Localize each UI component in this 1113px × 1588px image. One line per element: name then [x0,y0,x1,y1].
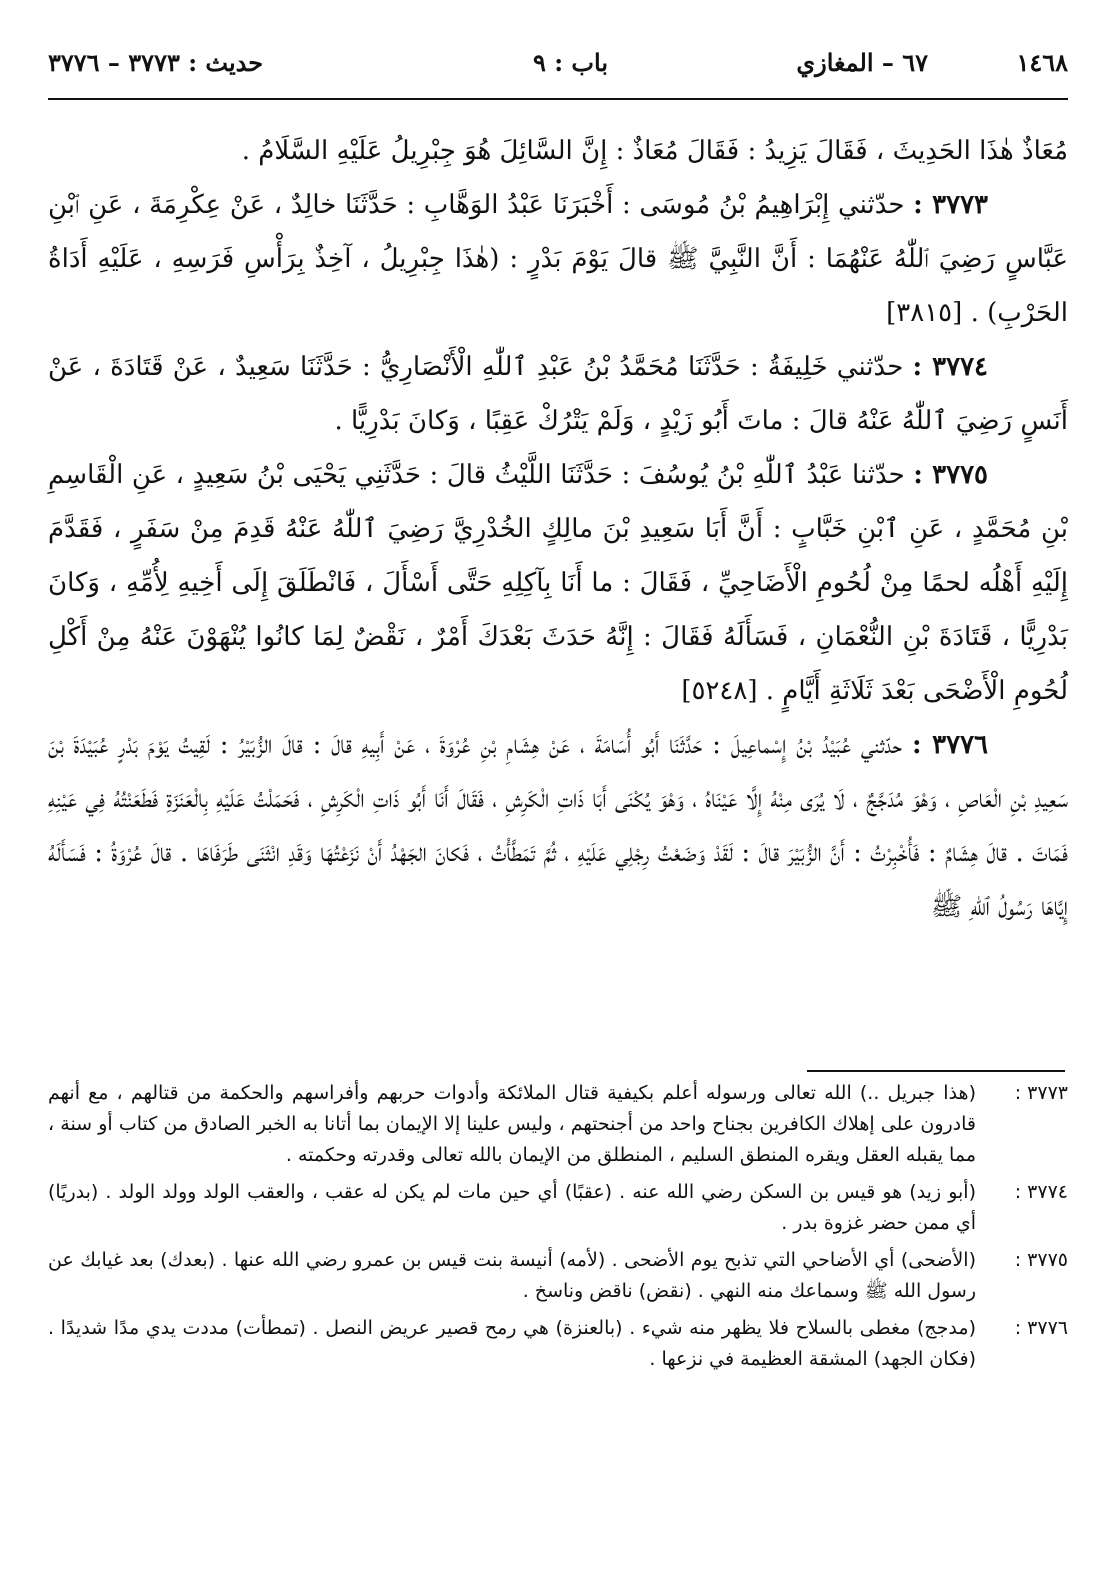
hadith-cross-reference: [٥٢٤٨] [681,676,758,706]
footnote-text: (هذا جبريل ..) الله تعالى ورسوله أعلم بكيفية قتال الملائكة وأدوات حربهم وأفراسهم والحكمة من قتالهم ، مع أنهم قادرون على إهلاك الكافرين بجناح واحد من أجنحتهم ، وليس علينا إلا الإيمان بما أتانا به الخبر الصادق من كتاب أو سنة ، مما يقبله العقل ويقره المنطق السليم ، المنطلق من الإيمان بالله تعالى وقدرته وحكمته . [48,1082,976,1166]
footnote-number: ٣٧٧٥ : [1014,1249,1068,1271]
hadith-range: حديث : ٣٧٧٣ – ٣٧٧٦ [48,48,264,77]
page-header [48,40,1068,94]
main-text [48,124,1068,1064]
header-divider [48,98,1068,100]
hadith-text: حدّثني خَلِيفَةُ : حَدَّثَنَا مُحَمَّدُ بْنُ عَبْدِ ٱللّٰهِ الْأَنْصَارِيُّ : حَدَّثَنَا سَعِيدٌ ، عَنْ قَتَادَةَ ، عَنْ أَنَسٍ رَضِيَ ٱللّٰهُ عَنْهُ قالَ : ماتَ أَبُو زَيْدٍ ، وَلَمْ يَتْرُكْ عَقِبًا ، وَكانَ بَدْرِيًّا . [48,352,1068,436]
footnote-3776 [48,1313,1068,1375]
hadith-3774 [48,340,1068,448]
bab-number: باب : ٩ [532,48,608,77]
hadith-text: حدّثنا عَبْدُ ٱللّٰهِ بْنُ يُوسُفَ : حَدَّثَنَا اللَّيْثُ قالَ : حَدَّثَنِي يَحْيَى بْنُ سَعِيدٍ ، عَنِ الْقَاسِمِ بْنِ مُحَمَّدٍ ، عَنِ ٱبْنِ خَبَّابٍ : أَنَّ أَبَا سَعِيدِ بْنَ مالِكٍ الخُدْرِيَّ رَضِيَ ٱللّٰهُ عَنْهُ قَدِمَ مِنْ سَفَرٍ ، فَقَدَّمَ إِلَيْهِ أَهْلُه لحمًا مِنْ لُحُومِ الْأَضَاحِيِّ ، فَقَالَ : ما أَنَا بِآكِلِهِ حَتَّى أَسْأَلَ ، فَانْطَلَقَ إِلَى أَخِيهِ لِأُمِّهِ ، وَكانَ بَدْرِيًّا ، قَتَادَةَ بْنِ النُّعْمَانِ ، فَسَأَلَهُ فَقَالَ : إِنَّهُ حَدَثَ بَعْدَكَ أَمْرٌ ، نَقْضٌ لِمَا كانُوا يُنْهَوْنَ عَنْهُ مِنْ أَكْلِ لُحُومِ الْأَضْحَى بَعْدَ ثَلَاثَةِ أَيَّامٍ . [48,460,1068,706]
footnote-number: ٣٧٧٤ : [1014,1181,1068,1203]
hadith-cross-reference: [٣٨١٥] [886,298,963,328]
footnote-text: (أبو زيد) هو قيس بن السكن رضي الله عنه . (عقبًا) أي حين مات لم يكن له عقب ، والعقب الولد وولد الولد . (بدريًا) أي ممن حضر غزوة بدر . [48,1181,976,1234]
hadith-number: ٣٧٧٥ : [913,460,989,490]
hadith-number: ٣٧٧٣ : [913,190,989,220]
footnote-divider [807,1070,1065,1072]
footnote-text: (الأضحى) أي الأضاحي التي تذبح يوم الأضحى . (لأمه) أنيسة بنت قيس بن عمرو رضي الله عنها . (بعدك) بعد غيابك عن رسول الله ﷺ وسماعك منه النهي . (نقض) ناقض وناسخ . [48,1249,976,1302]
footnote-number: ٣٧٧٦ : [1014,1317,1068,1339]
hadith-3775 [48,448,1068,718]
chapter-title: ٦٧ – المغازي [796,48,928,77]
hadith-number: ٣٧٧٦ : [911,730,988,760]
hadith-text: حدّثني عُبَيْدُ بْنُ إِسْماعِيلَ : حَدَّثَنَا أَبُو أُسَامَةَ ، عَنْ هِشَامِ بْنِ عُرْوَةَ ، عَنْ أَبِيهِ قالَ : قالَ الزُّبَيْرُ : لَقِيتُ يَوْمَ بَدْرٍ عُبَيْدَةَ بْنَ سَعِيدِ بْنِ الْعَاصِ ، وَهْوَ مُدَجَّجٌ ، لَا يُرَى مِنْهُ إِلَّا عَيْنَاهُ ، وَهْوَ يُكْنَى أَبَا ذَاتِ الْكَرِشِ ، فَقَالَ أَنَا أَبُو ذَاتِ الْكَرِشِ ، فَحَمَلْتُ عَلَيْهِ بِالْعَنَزَةِ فَطَعَنْتُهُ فِي عَيْنِهِ فَمَاتَ . قالَ هِشَامٌ : فَأُخْبِرْتُ : أَنَّ الزُّبَيْرَ قالَ : لَقَدْ وَضَعْتُ رِجْلِي عَلَيْهِ ، ثُمَّ تَمَطَّأْتُ ، فَكانَ الجَهْدُ أَنْ نَزَعْتُهَا وَقَدِ انْثَنَى طَرَفَاهَا . قالَ عُرْوَةُ : فَسَأَلَهُ إِيَّاهَا رَسُولُ ٱللّٰهِ ﷺ [48,730,1068,922]
footnote-3774 [48,1177,1068,1239]
footnote-text: (مدجج) مغطى بالسلاح فلا يظهر منه شيء . (بالعنزة) هي رمح قصير عريض النصل . (تمطأت) مددت يدي مدًا شديدًا . (فكان الجهد) المشقة العظيمة في نزعها . [48,1317,976,1370]
footnote-3775 [48,1245,1068,1307]
hadith-text: حدّثني إِبْرَاهِيمُ بْنُ مُوسَى : أَخْبَرَنَا عَبْدُ الوَهَّابِ : حَدَّثَنَا خالِدٌ ، عَنْ عِكْرِمَةَ ، عَنِ ٱبْنِ عَبَّاسٍ رَضِيَ ٱللّٰهُ عَنْهُمَا : أَنَّ النَّبِيَّ ﷺ قالَ يَوْمَ بَدْرٍ : (هٰذَا جِبْرِيلُ ، آخِذٌ بِرَأْسِ فَرَسِهِ ، عَلَيْهِ أَدَاةُ الحَرْبِ) . [48,190,1068,328]
footnote-3773 [48,1078,1068,1171]
footnote-number: ٣٧٧٣ : [1014,1082,1068,1104]
hadith-number: ٣٧٧٤ : [912,352,988,382]
intro-paragraph: مُعَاذٌ هٰذَا الحَدِيثَ ، فَقَالَ يَزِيدُ : فَقَالَ مُعَاذٌ : إِنَّ السَّائِلَ هُوَ جِبْرِيلُ عَلَيْهِ السَّلَامُ . [241,136,1068,166]
hadith-3776 [48,718,1068,934]
footnotes [48,1078,1068,1548]
page-number: ١٤٦٨ [1016,48,1068,77]
hadith-3773 [48,178,1068,340]
